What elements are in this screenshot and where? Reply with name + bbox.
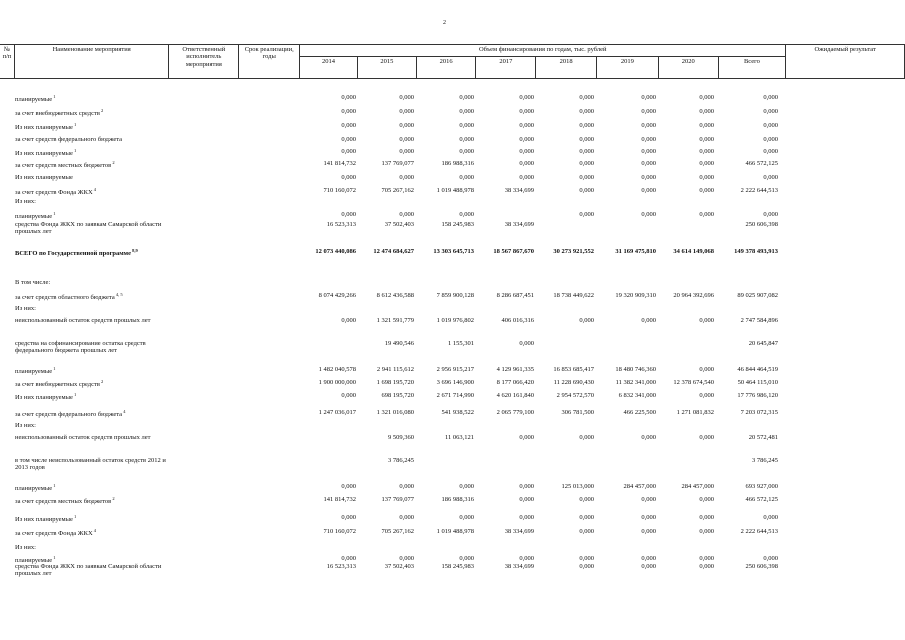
footnote-mark: 2: [99, 379, 104, 384]
row-value: 141 814,732: [323, 496, 356, 503]
row-value: 250 606,398: [745, 563, 778, 570]
row-value: 284 457,000: [681, 483, 714, 490]
row-value: 0,000: [699, 392, 714, 399]
table-row: [0, 174, 905, 186]
row-label: планируемые $^1$: [15, 366, 56, 376]
row-value: 158 245,983: [441, 563, 474, 570]
row-value: 0,000: [341, 148, 356, 155]
table-row: [0, 340, 905, 355]
row-label: Из них планируемые: [15, 174, 73, 181]
row-value: 17 776 986,120: [737, 392, 778, 399]
table-row: [0, 366, 905, 378]
row-value: 2 941 115,612: [376, 366, 414, 373]
row-value: 8 286 687,451: [496, 292, 534, 299]
row-value: 2 222 644,513: [740, 528, 778, 535]
row-value: 0,000: [399, 148, 414, 155]
row-value: 0,000: [341, 174, 356, 181]
table-row: [0, 434, 905, 446]
table-row: [0, 94, 905, 106]
row-value: 0,000: [641, 563, 656, 570]
row-value: 137 769,077: [381, 160, 414, 167]
table-row: [0, 305, 905, 317]
row-value: 12 073 440,086: [315, 248, 356, 255]
row-label: за счет внебюджетных средств $^2$: [15, 379, 104, 389]
header-year: 2017: [476, 57, 536, 79]
row-value: 406 016,316: [501, 317, 534, 324]
row-value: 284 457,000: [623, 483, 656, 490]
row-value: 8 074 429,266: [318, 292, 356, 299]
row-value: 0,000: [641, 160, 656, 167]
row-value: 0,000: [341, 122, 356, 129]
row-label: Из них планируемые $^1$: [15, 148, 77, 158]
header-period: Срок реализации, годы: [239, 45, 300, 79]
row-label: за счет средств Фонда ЖКХ $^4$: [15, 528, 97, 538]
footnote-mark: 1: [52, 211, 56, 216]
footnote-mark: 1: [72, 148, 77, 153]
row-value: 0,000: [579, 160, 594, 167]
row-value: 2 065 779,100: [496, 409, 534, 416]
row-value: 16 853 685,417: [553, 366, 594, 373]
table-row: [0, 221, 905, 236]
row-value: 0,000: [699, 94, 714, 101]
row-value: 3 786,245: [752, 457, 778, 464]
row-value: 0,000: [641, 174, 656, 181]
row-value: 38 334,699: [504, 528, 534, 535]
row-value: 306 781,500: [561, 409, 594, 416]
row-value: 0,000: [699, 160, 714, 167]
table-row: [0, 379, 905, 391]
table-row: [0, 198, 905, 210]
row-value: 0,000: [579, 317, 594, 324]
table-row: [0, 122, 905, 134]
footnote-mark: 4: [92, 528, 97, 533]
row-value: 11 382 341,000: [615, 379, 656, 386]
row-value: 8 612 436,588: [376, 292, 414, 299]
row-value: 9 509,360: [388, 434, 414, 441]
table-row: [0, 248, 905, 260]
row-value: 0,000: [579, 174, 594, 181]
row-label: планируемые $^1$: [15, 211, 56, 221]
row-value: 710 160,072: [323, 187, 356, 194]
row-label: Из них планируемые $^1$: [15, 122, 77, 132]
row-value: 0,000: [519, 514, 534, 521]
header-year: 2014: [300, 57, 358, 79]
row-value: 8 177 066,420: [496, 379, 534, 386]
row-value: 11 063,121: [444, 434, 474, 441]
row-value: 2 954 572,570: [556, 392, 594, 399]
header-funding: Объем финансирования по годам, тыс. рублей: [300, 45, 786, 57]
header-year: 2020: [658, 57, 718, 79]
table-row: [0, 392, 905, 404]
footnote-mark: 1: [52, 366, 56, 371]
row-value: 50 464 115,010: [737, 379, 778, 386]
table-row: [0, 108, 905, 120]
row-value: 0,000: [699, 148, 714, 155]
row-label: за счет средств Фонда ЖКХ $^4$: [15, 187, 97, 197]
row-value: 705 267,162: [381, 528, 414, 535]
row-value: 3 696 146,900: [436, 379, 474, 386]
row-value: 186 988,316: [441, 160, 474, 167]
row-value: 16 523,313: [326, 563, 356, 570]
row-value: 0,000: [699, 187, 714, 194]
row-value: 19 320 909,310: [615, 292, 656, 299]
header-year: 2018: [536, 57, 597, 79]
row-value: 0,000: [579, 136, 594, 143]
row-value: 0,000: [341, 392, 356, 399]
row-value: 1 019 488,978: [436, 187, 474, 194]
row-value: 0,000: [579, 211, 594, 218]
table-row: [0, 528, 905, 540]
row-value: 0,000: [641, 136, 656, 143]
row-value: 0,000: [699, 496, 714, 503]
row-label: Из них:: [15, 305, 36, 312]
row-value: 0,000: [341, 514, 356, 521]
row-value: 0,000: [641, 555, 656, 562]
row-value: 0,000: [459, 122, 474, 129]
table-row: [0, 457, 905, 472]
row-value: 0,000: [699, 317, 714, 324]
row-value: 0,000: [763, 514, 778, 521]
row-value: 4 620 161,840: [496, 392, 534, 399]
row-value: 0,000: [641, 148, 656, 155]
row-value: 1 247 036,017: [318, 409, 356, 416]
row-value: 37 502,403: [384, 221, 414, 228]
footnote-mark: 1: [52, 483, 56, 488]
header-year: Всего: [718, 57, 786, 79]
row-value: 0,000: [763, 122, 778, 129]
table-row: [0, 136, 905, 148]
row-label: Из них планируемые $^1$: [15, 392, 77, 402]
footnote-mark: 2: [111, 496, 115, 501]
row-value: 2 956 915,217: [436, 366, 474, 373]
row-value: 0,000: [699, 174, 714, 181]
row-value: 12 378 674,540: [673, 379, 714, 386]
header-result: Ожидаемый результат: [786, 45, 905, 79]
row-value: 0,000: [699, 555, 714, 562]
row-value: 1 271 081,832: [676, 409, 714, 416]
row-value: 0,000: [763, 136, 778, 143]
row-value: 38 334,699: [504, 187, 534, 194]
footnote-mark: 4: [92, 187, 97, 192]
row-value: 0,000: [641, 514, 656, 521]
row-value: 0,000: [519, 122, 534, 129]
row-value: 0,000: [579, 122, 594, 129]
row-value: 158 245,983: [441, 221, 474, 228]
table-row: [0, 317, 905, 329]
row-label: средства Фонда ЖКХ по заявкам Самарской области прошлых лет: [15, 563, 162, 578]
row-value: 0,000: [341, 211, 356, 218]
table-row: [0, 422, 905, 434]
row-value: 0,000: [519, 108, 534, 115]
row-label: за счет средств федерального бюджета: [15, 136, 123, 143]
row-label: Из них:: [15, 544, 36, 551]
row-value: 0,000: [399, 483, 414, 490]
row-value: 18 567 867,670: [493, 248, 534, 255]
row-value: 141 814,732: [323, 160, 356, 167]
row-value: 0,000: [763, 108, 778, 115]
row-value: 4 129 961,335: [496, 366, 534, 373]
footnote-mark: 4: [122, 409, 126, 414]
row-label: за счет средств федерального бюджета $^4$: [15, 409, 126, 419]
row-value: 0,000: [519, 94, 534, 101]
row-value: 0,000: [579, 94, 594, 101]
row-label: В том числе:: [15, 279, 51, 286]
row-value: 0,000: [519, 340, 534, 347]
row-value: 0,000: [519, 160, 534, 167]
row-label: неиспользованный остаток средств прошлых лет: [15, 434, 151, 441]
row-value: 0,000: [579, 528, 594, 535]
row-value: 0,000: [519, 434, 534, 441]
row-value: 710 160,072: [323, 528, 356, 535]
row-value: 19 490,546: [384, 340, 414, 347]
row-value: 0,000: [641, 434, 656, 441]
header-year: 2015: [357, 57, 416, 79]
row-value: 0,000: [459, 94, 474, 101]
row-value: 0,000: [579, 514, 594, 521]
row-value: 0,000: [399, 122, 414, 129]
row-value: 16 523,313: [326, 221, 356, 228]
row-value: 0,000: [699, 366, 714, 373]
row-value: 34 614 149,068: [673, 248, 714, 255]
row-label: планируемые $^1$: [15, 483, 56, 493]
footnote-mark: 1: [52, 555, 56, 560]
row-label: за счет средств местных бюджетов $^2$: [15, 496, 115, 506]
row-value: 0,000: [641, 187, 656, 194]
row-label: за счет внебюджетных средств $^2$: [15, 108, 104, 118]
row-value: 0,000: [763, 555, 778, 562]
row-value: 0,000: [519, 555, 534, 562]
table-row: [0, 514, 905, 526]
row-value: 0,000: [641, 317, 656, 324]
row-value: 0,000: [459, 108, 474, 115]
row-label: ВСЕГО по Государственной программе $^{8,9}$: [15, 248, 138, 258]
row-value: 0,000: [399, 94, 414, 101]
row-value: 7 859 900,128: [436, 292, 474, 299]
row-value: 3 786,245: [388, 457, 414, 464]
row-value: 0,000: [341, 483, 356, 490]
row-value: 149 378 493,913: [734, 248, 778, 255]
row-value: 0,000: [519, 483, 534, 490]
row-value: 0,000: [459, 555, 474, 562]
row-value: 20 645,847: [748, 340, 778, 347]
row-value: 137 769,077: [381, 496, 414, 503]
row-value: 1 321 591,779: [376, 317, 414, 324]
row-value: 0,000: [641, 496, 656, 503]
row-value: 31 169 475,810: [615, 248, 656, 255]
row-label: за счет средств областного бюджета $^{4, 5}$: [15, 292, 123, 302]
header-year: 2019: [597, 57, 659, 79]
row-value: 0,000: [641, 108, 656, 115]
row-value: 1 321 016,080: [376, 409, 414, 416]
row-value: 466 572,125: [745, 496, 778, 503]
row-value: 89 025 907,082: [737, 292, 778, 299]
row-value: 0,000: [399, 136, 414, 143]
row-value: 0,000: [699, 108, 714, 115]
row-value: 1 019 976,802: [436, 317, 474, 324]
row-label: за счет средств местных бюджетов $^2$: [15, 160, 115, 170]
row-value: 0,000: [579, 555, 594, 562]
row-value: 0,000: [641, 211, 656, 218]
table-row: [0, 148, 905, 160]
row-value: 0,000: [699, 434, 714, 441]
row-value: 0,000: [641, 528, 656, 535]
row-value: 12 474 684,627: [373, 248, 414, 255]
row-value: 0,000: [399, 211, 414, 218]
row-value: 0,000: [699, 528, 714, 535]
row-value: 0,000: [699, 211, 714, 218]
row-value: 0,000: [579, 496, 594, 503]
row-value: 13 303 645,713: [433, 248, 474, 255]
row-value: 0,000: [459, 514, 474, 521]
row-value: 0,000: [699, 514, 714, 521]
row-label: средства Фонда ЖКХ по заявкам Самарской области прошлых лет: [15, 221, 162, 236]
row-label: планируемые $^1$: [15, 94, 56, 104]
row-value: 7 203 072,315: [740, 409, 778, 416]
row-label: неиспользованный остаток средств прошлых лет: [15, 317, 151, 324]
row-label: Из них:: [15, 422, 36, 429]
row-value: 2 747 584,896: [740, 317, 778, 324]
row-label: средства на софинансирование остатка средств федерального бюджета прошлых лет: [15, 340, 146, 355]
row-value: 2 222 644,513: [740, 187, 778, 194]
row-value: 698 195,720: [381, 392, 414, 399]
row-value: 18 738 449,622: [553, 292, 594, 299]
row-value: 46 844 464,519: [737, 366, 778, 373]
table-row: [0, 563, 905, 578]
row-value: 0,000: [459, 148, 474, 155]
row-value: 466 572,125: [745, 160, 778, 167]
row-value: 0,000: [763, 174, 778, 181]
row-value: 0,000: [641, 122, 656, 129]
row-value: 2 671 714,990: [436, 392, 474, 399]
row-value: 0,000: [579, 187, 594, 194]
row-value: 0,000: [341, 136, 356, 143]
row-value: 0,000: [579, 108, 594, 115]
row-value: 0,000: [579, 434, 594, 441]
row-value: 0,000: [341, 94, 356, 101]
row-value: 18 480 746,360: [615, 366, 656, 373]
row-value: 0,000: [699, 563, 714, 570]
row-label: Из них:: [15, 198, 36, 205]
row-value: 0,000: [459, 136, 474, 143]
row-value: 0,000: [459, 211, 474, 218]
row-value: 0,000: [699, 122, 714, 129]
table-row: [0, 160, 905, 172]
header-responsible: Ответственный исполнитель мероприятия: [169, 45, 239, 79]
row-value: 0,000: [519, 136, 534, 143]
row-value: 6 832 341,000: [618, 392, 656, 399]
footnote-mark: 1: [72, 392, 77, 397]
table-row: [0, 292, 905, 304]
header-year: 2016: [416, 57, 476, 79]
page-number: 2: [443, 20, 446, 26]
row-value: 38 334,699: [504, 563, 534, 570]
footnote-mark: 2: [111, 160, 115, 165]
row-value: 0,000: [341, 317, 356, 324]
row-value: 1 155,301: [448, 340, 474, 347]
row-label: планируемые $^1$: [15, 555, 56, 565]
row-value: 1 900 000,000: [318, 379, 356, 386]
row-value: 20 964 392,696: [673, 292, 714, 299]
table-row: [0, 279, 905, 291]
row-value: 705 267,162: [381, 187, 414, 194]
table-row: [0, 496, 905, 508]
row-value: 0,000: [341, 108, 356, 115]
row-value: 0,000: [699, 136, 714, 143]
row-label: в том числе неиспользованный остаток средств 2012 и 2013 годов: [15, 457, 166, 472]
row-value: 0,000: [399, 108, 414, 115]
header-name: Наименование мероприятия: [14, 45, 168, 79]
row-value: 30 273 921,552: [553, 248, 594, 255]
row-value: 0,000: [641, 94, 656, 101]
row-value: 0,000: [519, 496, 534, 503]
row-value: 1 019 488,978: [436, 528, 474, 535]
row-value: 250 606,398: [745, 221, 778, 228]
row-value: 466 225,500: [623, 409, 656, 416]
row-value: 0,000: [399, 514, 414, 521]
row-value: 11 228 690,430: [553, 379, 594, 386]
row-value: 693 927,000: [745, 483, 778, 490]
table-row: [0, 409, 905, 421]
footnote-mark: 1: [72, 122, 77, 127]
footnote-mark: 8,9: [131, 248, 138, 253]
row-value: 0,000: [399, 174, 414, 181]
row-value: 1 482 040,578: [318, 366, 356, 373]
row-value: 38 334,699: [504, 221, 534, 228]
row-value: 0,000: [763, 148, 778, 155]
row-value: 0,000: [519, 174, 534, 181]
row-value: 0,000: [519, 148, 534, 155]
row-value: 37 502,403: [384, 563, 414, 570]
row-value: 0,000: [763, 211, 778, 218]
row-value: 0,000: [399, 555, 414, 562]
row-value: 0,000: [459, 483, 474, 490]
row-value: 0,000: [763, 94, 778, 101]
footnote-mark: 1: [52, 94, 56, 99]
table-row: [0, 483, 905, 495]
row-value: 20 572,481: [748, 434, 778, 441]
row-value: 186 988,316: [441, 496, 474, 503]
header-num: № п/п: [0, 45, 14, 79]
footnote-mark: 4, 5: [114, 292, 123, 297]
row-label: Из них планируемые $^1$: [15, 514, 77, 524]
row-value: 541 938,522: [441, 409, 474, 416]
row-value: 0,000: [579, 563, 594, 570]
row-value: 125 013,000: [561, 483, 594, 490]
row-value: 0,000: [579, 148, 594, 155]
row-value: 0,000: [341, 555, 356, 562]
footnote-mark: 2: [99, 108, 104, 113]
row-value: 0,000: [459, 174, 474, 181]
row-value: 1 698 195,720: [376, 379, 414, 386]
footnote-mark: 1: [72, 514, 77, 519]
